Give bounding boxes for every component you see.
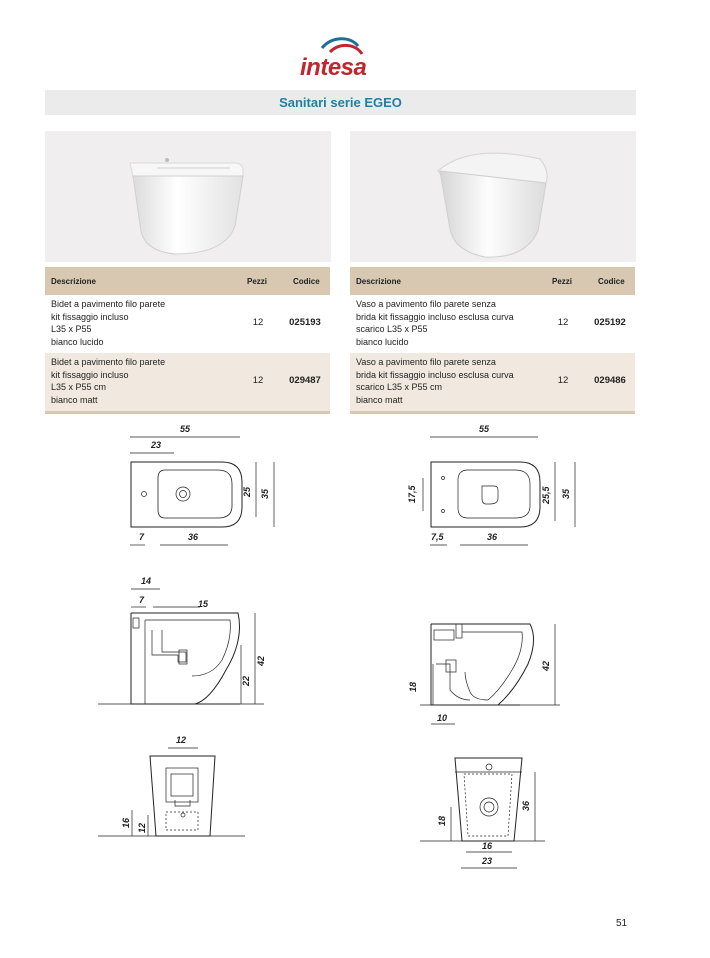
dim-label: 10 [437,713,448,723]
row-pezzi: 12 [557,317,569,328]
dim-label: 36 [188,532,199,542]
dim-label: 55 [479,424,490,434]
dim-label: 22 [241,675,251,686]
row-codice: 029487 [289,375,321,386]
desc-line: scarico L35 x P55 [356,324,428,335]
dim-label: 18 [437,815,447,826]
header-descrizione: Descrizione [356,277,401,286]
row-codice: 029486 [594,375,626,386]
desc-line: brida kit fissaggio incluso esclusa curva [356,369,514,380]
header-codice: Codice [293,277,320,286]
desc-line: kit fissaggio incluso [51,369,129,380]
desc-line: Bidet a pavimento filo parete [51,357,166,367]
wc-rear-drawing [420,758,545,868]
dim-label: 55 [180,424,191,434]
desc-line: bianco lucido [356,337,409,348]
dim-label: 42 [256,655,266,666]
row-codice: 025192 [594,317,626,328]
dim-label: 25,5 [541,486,551,504]
dim-label: 25 [242,486,252,497]
desc-line: Vaso a pavimento filo parete senza [356,299,496,309]
dim-label: 36 [487,532,498,542]
dim-label: 12 [137,822,147,833]
desc-line: Bidet a pavimento filo parete [51,299,166,309]
dim-label: 18 [408,681,418,692]
desc-line: Vaso a pavimento filo parete senza [356,357,496,367]
desc-line: kit fissaggio incluso [51,311,129,322]
dim-label: 35 [561,488,571,499]
bidet-top-drawing [130,437,274,545]
bidet-side-drawing [98,589,264,704]
desc-line: scarico L35 x P55 cm [356,382,443,393]
header-descrizione: Descrizione [51,277,96,286]
desc-line: bianco matt [356,395,403,406]
wc-side-drawing [420,624,560,724]
page-number: 51 [616,918,628,929]
dim-label: 12 [176,735,187,745]
desc-line: bianco lucido [51,337,104,348]
row-codice: 025193 [289,317,321,328]
row-pezzi: 12 [557,375,569,386]
desc-line: bianco matt [51,395,98,406]
dim-label: 7,5 [431,532,444,542]
dim-label: 16 [482,841,493,851]
wc-top-drawing [423,437,575,545]
header-pezzi: Pezzi [247,277,268,286]
dim-label: 35 [260,488,270,499]
desc-line: L35 x P55 [51,324,92,335]
dim-label: 16 [121,817,131,828]
dim-label: 42 [541,660,551,671]
dim-label: 7 [139,532,145,542]
dim-label: 15 [198,599,209,609]
page-title: Sanitari serie EGEO [279,95,402,110]
dim-label: 36 [521,800,531,811]
desc-line: brida kit fissaggio incluso esclusa curva [356,311,514,322]
dim-label: 17,5 [407,485,417,503]
brand-name: intesa [300,54,367,81]
header-pezzi: Pezzi [552,277,573,286]
desc-line: L35 x P55 cm [51,382,107,393]
dim-label: 7 [139,595,145,605]
row-pezzi: 12 [252,375,264,386]
row-pezzi: 12 [252,317,264,328]
dim-label: 14 [141,576,152,586]
dim-label: 23 [151,440,162,450]
header-codice: Codice [598,277,625,286]
dim-label: 23 [482,856,493,866]
